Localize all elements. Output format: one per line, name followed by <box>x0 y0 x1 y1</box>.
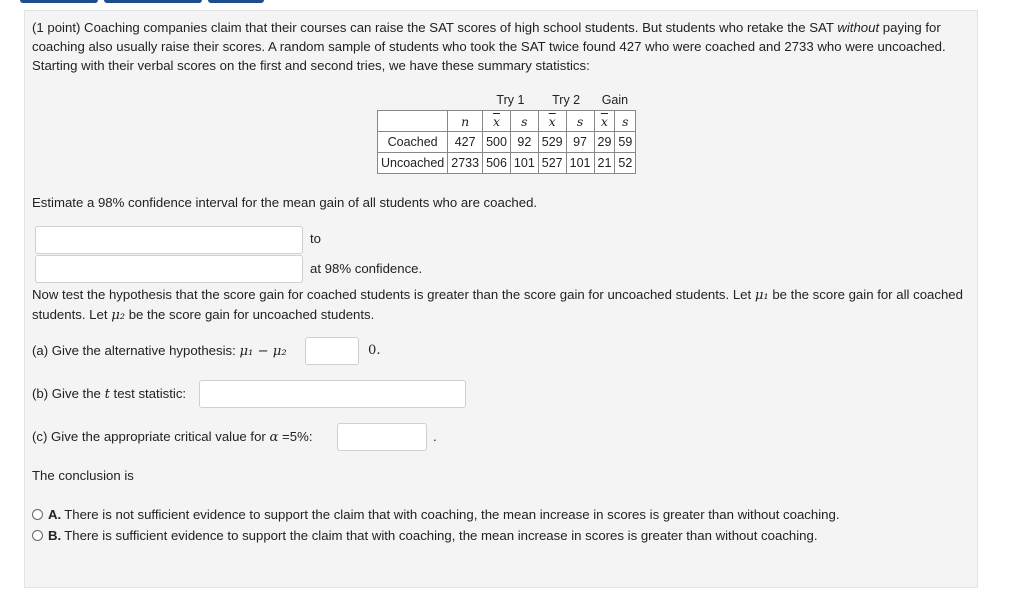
alternative-hypothesis-select[interactable] <box>305 337 359 365</box>
row-label: Coached <box>378 132 448 153</box>
top-tab-2[interactable] <box>104 0 202 3</box>
critical-value-input[interactable] <box>337 423 427 451</box>
table-cell: 506 <box>483 153 511 174</box>
top-tab-1[interactable] <box>20 0 98 3</box>
ci-confidence-label: at 98% confidence. <box>310 261 423 276</box>
table-cell: 529 <box>538 132 566 153</box>
hypothesis-text: Now test the hypothesis that the score gain for coached students is greater than the score gain for uncoached students. Let μ₁ be the score gain for all coached students. Let μ₂ be the score gain for uncoached students. <box>32 287 963 323</box>
table-cell: 101 <box>510 153 538 174</box>
question-a-label: (a) Give the alternative hypothesis: μ₁ − μ₂ <box>32 343 287 359</box>
table-cell: 59 <box>615 132 636 153</box>
table-cell: 527 <box>538 153 566 174</box>
table-cell: 427 <box>448 132 483 153</box>
col-header-xbar: $\overline{x}$ <box>483 111 511 132</box>
critical-value-period: . <box>433 429 437 444</box>
question-c-label: (c) Give the appropriate critical value for α =5%: <box>32 429 313 445</box>
table-cell: 2733 <box>448 153 483 174</box>
table-cell: 29 <box>594 132 615 153</box>
table-cell: 500 <box>483 132 511 153</box>
conclusion-label: The conclusion is <box>32 468 134 483</box>
ci-prompt: Estimate a 98% confidence interval for the mean gain of all students who are coached. <box>32 195 538 210</box>
radio-a[interactable] <box>32 509 43 520</box>
table-cell: 92 <box>510 132 538 153</box>
top-tab-3[interactable] <box>208 0 264 3</box>
option-b[interactable] <box>32 528 818 543</box>
ci-lower-input[interactable] <box>35 226 303 254</box>
row-label: Uncoached <box>378 153 448 174</box>
hypothesis-zero: 0. <box>368 343 381 358</box>
col-header-xbar: $\overline{x}$ <box>538 111 566 132</box>
group-header-try1: Try 1 <box>496 93 525 107</box>
col-header-s: s <box>566 111 594 132</box>
option-b-text: There is sufficient evidence to support the claim that with coaching, the mean increase in scores is greater than without coaching. <box>64 528 818 543</box>
col-header-xbar: $\overline{x}$ <box>594 111 615 132</box>
ci-upper-input[interactable] <box>35 255 303 283</box>
group-header-try2: Try 2 <box>552 93 581 107</box>
problem-intro: (1 point) Coaching companies claim that their courses can raise the SAT scores of high school students. But students who retake the SAT without paying for coaching also usually raise their scores. A random sample of students who took the SAT twice found 427 who were coached and 2733 who were uncoached. Starting with their verbal scores on the first and second tries, we have these summary statistics: <box>32 20 946 73</box>
ci-to-label: to <box>310 231 321 246</box>
radio-b[interactable] <box>32 530 43 541</box>
option-b-key: B. <box>48 528 62 543</box>
question-b-label: (b) Give the t test statistic: <box>32 386 187 402</box>
option-a-key: A. <box>48 507 62 522</box>
table-row <box>378 153 636 174</box>
table-cell: 101 <box>566 153 594 174</box>
option-a[interactable] <box>32 507 840 522</box>
summary-statistics-table <box>377 90 636 174</box>
table-cell: 52 <box>615 153 636 174</box>
col-header-n: n <box>448 111 483 132</box>
group-header-gain: Gain <box>601 93 629 107</box>
table-cell: 21 <box>594 153 615 174</box>
table-row <box>378 132 636 153</box>
table-cell: 97 <box>566 132 594 153</box>
option-a-text: There is not sufficient evidence to support the claim that with coaching, the mean increase in scores is greater than without coaching. <box>64 507 840 522</box>
col-header-s: s <box>510 111 538 132</box>
col-header-s: s <box>615 111 636 132</box>
t-statistic-input[interactable] <box>199 380 466 408</box>
